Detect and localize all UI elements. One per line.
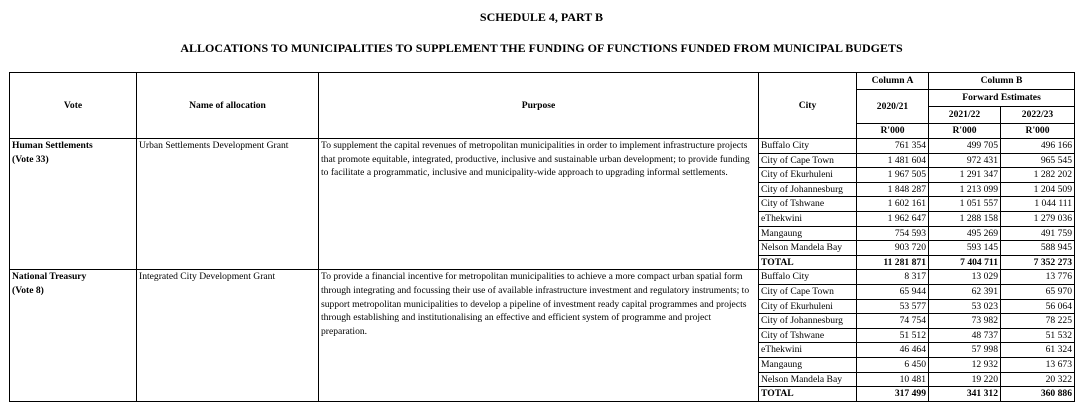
header-column-a: Column A xyxy=(857,73,929,90)
value-2021-22: 53 023 xyxy=(929,299,1001,314)
schedule-subtitle: ALLOCATIONS TO MUNICIPALITIES TO SUPPLEMENT THE FUNDING OF FUNCTIONS FUNDED FROM MUNICIPAL BUDGETS xyxy=(180,41,903,55)
allocation-name: Urban Settlements Development Grant xyxy=(137,139,319,270)
value-2020-21: 903 720 xyxy=(857,241,929,256)
total-2020-21: 11 281 871 xyxy=(857,255,929,270)
schedule-title: SCHEDULE 4, PART B xyxy=(479,10,604,24)
total-2021-22: 7 404 711 xyxy=(929,255,1001,270)
value-2022-23: 1 282 202 xyxy=(1001,168,1075,183)
value-2021-22: 48 737 xyxy=(929,328,1001,343)
total-label: TOTAL xyxy=(759,255,857,270)
value-2021-22: 1 213 099 xyxy=(929,182,1001,197)
value-2022-23: 965 545 xyxy=(1001,153,1075,168)
value-2021-22: 1 291 347 xyxy=(929,168,1001,183)
allocations-table xyxy=(9,72,1075,402)
value-2021-22: 1 288 158 xyxy=(929,211,1001,226)
city-name: City of Tshwane xyxy=(759,197,857,212)
value-2020-21: 65 944 xyxy=(857,284,929,299)
city-name: City of Johannesburg xyxy=(759,314,857,329)
city-name: City of Ekurhuleni xyxy=(759,299,857,314)
value-2021-22: 13 029 xyxy=(929,270,1001,285)
header-name-of-allocation: Name of allocation xyxy=(137,73,319,139)
value-2020-21: 46 464 xyxy=(857,343,929,358)
city-name: City of Cape Town xyxy=(759,153,857,168)
value-2020-21: 1 967 505 xyxy=(857,168,929,183)
allocation-name: Integrated City Development Grant xyxy=(137,270,319,401)
value-2022-23: 61 324 xyxy=(1001,343,1075,358)
header-purpose: Purpose xyxy=(319,73,759,139)
unit-label-b1: R'000 xyxy=(929,124,1001,139)
total-2021-22: 341 312 xyxy=(929,387,1001,402)
value-2020-21: 74 754 xyxy=(857,314,929,329)
city-name: City of Johannesburg xyxy=(759,182,857,197)
value-2021-22: 57 998 xyxy=(929,343,1001,358)
city-name: Mangaung xyxy=(759,357,857,372)
value-2022-23: 65 970 xyxy=(1001,284,1075,299)
header-year-2020-21: 2020/21 xyxy=(857,90,929,124)
value-2022-23: 1 044 111 xyxy=(1001,197,1075,212)
value-2022-23: 588 945 xyxy=(1001,241,1075,256)
value-2020-21: 1 848 287 xyxy=(857,182,929,197)
city-name: Nelson Mandela Bay xyxy=(759,241,857,256)
value-2021-22: 593 145 xyxy=(929,241,1001,256)
value-2022-23: 13 673 xyxy=(1001,357,1075,372)
value-2022-23: 13 776 xyxy=(1001,270,1075,285)
vote-name: Human Settlements xyxy=(12,140,93,151)
city-name: Mangaung xyxy=(759,226,857,241)
vote-cell xyxy=(10,270,137,401)
value-2022-23: 1 204 509 xyxy=(1001,182,1075,197)
value-2020-21: 1 481 604 xyxy=(857,153,929,168)
vote-name: National Treasury xyxy=(12,271,87,283)
city-name: City of Tshwane xyxy=(759,328,857,343)
value-2022-23: 78 225 xyxy=(1001,314,1075,329)
city-name: Nelson Mandela Bay xyxy=(759,372,857,387)
city-name: eThekwini xyxy=(759,211,857,226)
value-2020-21: 51 512 xyxy=(857,328,929,343)
total-2022-23: 360 886 xyxy=(1001,387,1075,402)
value-2020-21: 53 577 xyxy=(857,299,929,314)
value-2020-21: 754 593 xyxy=(857,226,929,241)
header-city: City xyxy=(759,73,857,139)
total-label: TOTAL xyxy=(759,387,857,402)
table-row xyxy=(10,139,1075,154)
header-column-b: Column B xyxy=(929,73,1075,90)
value-2020-21: 6 450 xyxy=(857,357,929,372)
city-name: City of Cape Town xyxy=(759,284,857,299)
header-vote: Vote xyxy=(10,73,137,139)
vote-number: (Vote 8) xyxy=(12,284,44,296)
city-name: eThekwini xyxy=(759,343,857,358)
vote-cell xyxy=(10,139,137,270)
vote-number: (Vote 33) xyxy=(12,153,49,165)
city-name: Buffalo City xyxy=(759,139,857,154)
value-2021-22: 1 051 557 xyxy=(929,197,1001,212)
unit-label-a: R'000 xyxy=(857,124,929,139)
value-2020-21: 1 602 161 xyxy=(857,197,929,212)
total-2020-21: 317 499 xyxy=(857,387,929,402)
total-2022-23: 7 352 273 xyxy=(1001,255,1075,270)
value-2020-21: 761 354 xyxy=(857,139,929,154)
value-2022-23: 56 064 xyxy=(1001,299,1075,314)
value-2022-23: 51 532 xyxy=(1001,328,1075,343)
value-2022-23: 491 759 xyxy=(1001,226,1075,241)
value-2020-21: 8 317 xyxy=(857,270,929,285)
value-2020-21: 10 481 xyxy=(857,372,929,387)
value-2021-22: 73 982 xyxy=(929,314,1001,329)
value-2021-22: 972 431 xyxy=(929,153,1001,168)
value-2021-22: 499 705 xyxy=(929,139,1001,154)
city-name: Buffalo City xyxy=(759,270,857,285)
allocation-purpose: To provide a financial incentive for metropolitan municipalities to achieve a more compact urban spatial form through integrating and focussing their use of available infrastructure investment and regulatory instruments; to support metropolitan municipalities to develop a pipeline of investment ready capital programmes and projects through establishing and institutionalising an effective and efficient system of programme and project preparation. xyxy=(319,270,759,401)
value-2021-22: 495 269 xyxy=(929,226,1001,241)
header-year-2022-23: 2022/23 xyxy=(1001,107,1075,124)
header-forward-estimates: Forward Estimates xyxy=(929,90,1075,107)
header-year-2021-22: 2021/22 xyxy=(929,107,1001,124)
value-2022-23: 20 322 xyxy=(1001,372,1075,387)
allocation-purpose: To supplement the capital revenues of metropolitan municipalities in order to implement infrastructure projects that promote equitable, integrated, productive, inclusive and sustainable urban development; to provide funding to facilitate a programmatic, inclusive and municipality-wide approach to upgrading informal settlements. xyxy=(319,139,759,270)
value-2022-23: 1 279 036 xyxy=(1001,211,1075,226)
value-2022-23: 496 166 xyxy=(1001,139,1075,154)
value-2021-22: 62 391 xyxy=(929,284,1001,299)
value-2021-22: 19 220 xyxy=(929,372,1001,387)
city-name: City of Ekurhuleni xyxy=(759,168,857,183)
table-row xyxy=(10,270,1075,285)
unit-label-b2: R'000 xyxy=(1001,124,1075,139)
value-2020-21: 1 962 647 xyxy=(857,211,929,226)
value-2021-22: 12 932 xyxy=(929,357,1001,372)
